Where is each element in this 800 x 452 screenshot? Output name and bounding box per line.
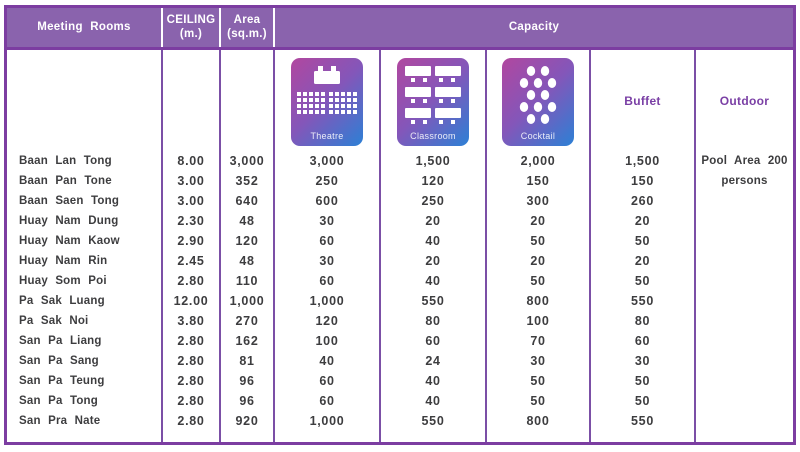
buffet-capacity-cell: 550 <box>591 411 696 431</box>
classroom-capacity-cell: 550 <box>381 411 487 431</box>
subheader-empty-ceiling <box>163 50 221 151</box>
cocktail-column-header <box>487 50 591 151</box>
capacity-subheader-row <box>7 50 793 151</box>
classroom-capacity-cell: 24 <box>381 351 487 371</box>
room-name-cell: Baan Saen Tong <box>7 191 163 211</box>
outdoor-cell <box>696 351 793 371</box>
room-name-cell: Huay Nam Kaow <box>7 231 163 251</box>
outdoor-column-header <box>696 50 793 151</box>
ceiling-cell: 3.00 <box>163 171 221 191</box>
header-area-line1: Area <box>233 13 261 26</box>
header-meeting-rooms-label: Meeting Rooms <box>37 20 131 33</box>
table-row <box>7 291 793 311</box>
classroom-capacity-cell: 40 <box>381 391 487 411</box>
area-cell: 1,000 <box>221 291 275 311</box>
table-row <box>7 171 793 191</box>
theatre-capacity-cell: 600 <box>275 191 381 211</box>
table-body <box>7 50 793 442</box>
subheader-empty-area <box>221 50 275 151</box>
classroom-icon-art <box>397 58 469 130</box>
classroom-capacity-cell: 20 <box>381 251 487 271</box>
theatre-column-header <box>275 50 381 151</box>
outdoor-cell <box>696 191 793 211</box>
table-header-row <box>7 8 793 50</box>
ceiling-cell: 2.30 <box>163 211 221 231</box>
classroom-icon-label: Classroom <box>410 130 456 141</box>
area-cell: 81 <box>221 351 275 371</box>
theatre-icon-label: Theatre <box>310 130 344 141</box>
theatre-capacity-cell: 1,000 <box>275 411 381 431</box>
theatre-seating-icon <box>291 58 363 146</box>
table-row <box>7 391 793 411</box>
area-cell: 640 <box>221 191 275 211</box>
area-cell: 48 <box>221 211 275 231</box>
classroom-seating-icon <box>397 58 469 146</box>
filler-cell <box>381 431 487 442</box>
table-row <box>7 371 793 391</box>
classroom-capacity-cell: 40 <box>381 271 487 291</box>
ceiling-cell: 2.80 <box>163 371 221 391</box>
room-name-cell: Baan Pan Tone <box>7 171 163 191</box>
theatre-capacity-cell: 60 <box>275 271 381 291</box>
filler-cell <box>221 431 275 442</box>
table-row <box>7 331 793 351</box>
ceiling-cell: 2.80 <box>163 391 221 411</box>
table-row <box>7 211 793 231</box>
cocktail-capacity-cell: 50 <box>487 231 591 251</box>
ceiling-cell: 2.80 <box>163 411 221 431</box>
theatre-capacity-cell: 3,000 <box>275 151 381 171</box>
classroom-column-header <box>381 50 487 151</box>
buffet-capacity-cell: 1,500 <box>591 151 696 171</box>
header-ceiling-line1: CEILING <box>166 13 216 26</box>
outdoor-cell <box>696 251 793 271</box>
outdoor-cell <box>696 211 793 231</box>
filler-cell <box>487 431 591 442</box>
room-name-cell: San Pa Liang <box>7 331 163 351</box>
theatre-capacity-cell: 120 <box>275 311 381 331</box>
area-cell: 48 <box>221 251 275 271</box>
area-cell: 96 <box>221 391 275 411</box>
theatre-capacity-cell: 30 <box>275 211 381 231</box>
outdoor-column-label: Outdoor <box>719 93 770 108</box>
buffet-capacity-cell: 50 <box>591 271 696 291</box>
room-name-cell: San Pra Nate <box>7 411 163 431</box>
classroom-capacity-cell: 20 <box>381 211 487 231</box>
outdoor-cell <box>696 311 793 331</box>
classroom-capacity-cell: 250 <box>381 191 487 211</box>
header-ceiling <box>163 8 221 47</box>
room-name-cell: San Pa Tong <box>7 391 163 411</box>
theatre-capacity-cell: 60 <box>275 391 381 411</box>
outdoor-cell <box>696 291 793 311</box>
buffet-capacity-cell: 50 <box>591 391 696 411</box>
theatre-capacity-cell: 250 <box>275 171 381 191</box>
table-row <box>7 151 793 171</box>
ceiling-cell: 12.00 <box>163 291 221 311</box>
room-name-cell: Huay Nam Rin <box>7 251 163 271</box>
buffet-capacity-cell: 50 <box>591 371 696 391</box>
filler-cell <box>591 431 696 442</box>
outdoor-cell <box>696 411 793 431</box>
cocktail-capacity-cell: 300 <box>487 191 591 211</box>
theatre-capacity-cell: 60 <box>275 371 381 391</box>
classroom-capacity-cell: 120 <box>381 171 487 191</box>
cocktail-capacity-cell: 70 <box>487 331 591 351</box>
theatre-capacity-cell: 40 <box>275 351 381 371</box>
theatre-capacity-cell: 30 <box>275 251 381 271</box>
ceiling-cell: 2.80 <box>163 271 221 291</box>
theatre-capacity-cell: 1,000 <box>275 291 381 311</box>
area-cell: 110 <box>221 271 275 291</box>
classroom-capacity-cell: 60 <box>381 331 487 351</box>
buffet-capacity-cell: 30 <box>591 351 696 371</box>
buffet-capacity-cell: 260 <box>591 191 696 211</box>
outdoor-cell <box>696 371 793 391</box>
theatre-capacity-cell: 100 <box>275 331 381 351</box>
room-name-cell: San Pa Teung <box>7 371 163 391</box>
outdoor-cell <box>696 331 793 351</box>
ceiling-cell: 8.00 <box>163 151 221 171</box>
room-name-cell: Huay Som Poi <box>7 271 163 291</box>
filler-cell <box>163 431 221 442</box>
area-cell: 920 <box>221 411 275 431</box>
area-cell: 120 <box>221 231 275 251</box>
filler-cell <box>275 431 381 442</box>
room-name-cell: Baan Lan Tong <box>7 151 163 171</box>
buffet-capacity-cell: 550 <box>591 291 696 311</box>
buffet-capacity-cell: 20 <box>591 211 696 231</box>
cocktail-capacity-cell: 50 <box>487 371 591 391</box>
area-cell: 352 <box>221 171 275 191</box>
theatre-capacity-cell: 60 <box>275 231 381 251</box>
ceiling-cell: 3.00 <box>163 191 221 211</box>
buffet-capacity-cell: 50 <box>591 231 696 251</box>
ceiling-cell: 2.80 <box>163 351 221 371</box>
table-row <box>7 231 793 251</box>
classroom-capacity-cell: 80 <box>381 311 487 331</box>
cocktail-capacity-cell: 800 <box>487 291 591 311</box>
cocktail-icon-label: Cocktail <box>520 130 556 141</box>
outdoor-cell <box>696 391 793 411</box>
classroom-capacity-cell: 550 <box>381 291 487 311</box>
table-bottom-filler <box>7 431 793 442</box>
cocktail-capacity-cell: 30 <box>487 351 591 371</box>
cocktail-capacity-cell: 50 <box>487 271 591 291</box>
buffet-capacity-cell: 150 <box>591 171 696 191</box>
buffet-capacity-cell: 20 <box>591 251 696 271</box>
room-name-cell: Pa Sak Luang <box>7 291 163 311</box>
table-row <box>7 271 793 291</box>
outdoor-cell: Pool Area 200 <box>701 155 788 167</box>
header-meeting-rooms <box>7 8 163 47</box>
buffet-column-header <box>591 50 696 151</box>
theatre-icon-art <box>291 58 363 130</box>
buffet-capacity-cell: 80 <box>591 311 696 331</box>
ceiling-cell: 2.45 <box>163 251 221 271</box>
ceiling-cell: 2.90 <box>163 231 221 251</box>
cocktail-capacity-cell: 2,000 <box>487 151 591 171</box>
ceiling-cell: 3.80 <box>163 311 221 331</box>
cocktail-capacity-cell: 20 <box>487 251 591 271</box>
room-name-cell: San Pa Sang <box>7 351 163 371</box>
table-row <box>7 351 793 371</box>
header-area <box>221 8 275 47</box>
table-row <box>7 311 793 331</box>
buffet-column-label: Buffet <box>624 93 661 108</box>
subheader-empty-rooms <box>7 50 163 151</box>
filler-cell <box>696 431 793 442</box>
classroom-capacity-cell: 40 <box>381 231 487 251</box>
area-cell: 270 <box>221 311 275 331</box>
cocktail-capacity-cell: 100 <box>487 311 591 331</box>
header-area-line2: (sq.m.) <box>227 27 267 40</box>
table-row <box>7 251 793 271</box>
cocktail-capacity-cell: 800 <box>487 411 591 431</box>
cocktail-icon-art <box>502 58 574 130</box>
meeting-rooms-capacity-table <box>4 5 796 445</box>
table-row <box>7 191 793 211</box>
buffet-capacity-cell: 60 <box>591 331 696 351</box>
cocktail-capacity-cell: 50 <box>487 391 591 411</box>
header-capacity <box>275 8 793 47</box>
outdoor-cell <box>696 271 793 291</box>
cocktail-tables-icon <box>502 58 574 146</box>
table-rows <box>7 151 793 431</box>
ceiling-cell: 2.80 <box>163 331 221 351</box>
classroom-capacity-cell: 40 <box>381 371 487 391</box>
outdoor-cell: persons <box>721 175 768 187</box>
cocktail-capacity-cell: 20 <box>487 211 591 231</box>
outdoor-cell <box>696 231 793 251</box>
area-cell: 96 <box>221 371 275 391</box>
header-capacity-label: Capacity <box>508 20 560 33</box>
table-row <box>7 411 793 431</box>
cocktail-capacity-cell: 150 <box>487 171 591 191</box>
classroom-capacity-cell: 1,500 <box>381 151 487 171</box>
header-ceiling-line2: (m.) <box>179 27 203 40</box>
room-name-cell: Huay Nam Dung <box>7 211 163 231</box>
area-cell: 3,000 <box>221 151 275 171</box>
filler-cell <box>7 431 163 442</box>
area-cell: 162 <box>221 331 275 351</box>
room-name-cell: Pa Sak Noi <box>7 311 163 331</box>
